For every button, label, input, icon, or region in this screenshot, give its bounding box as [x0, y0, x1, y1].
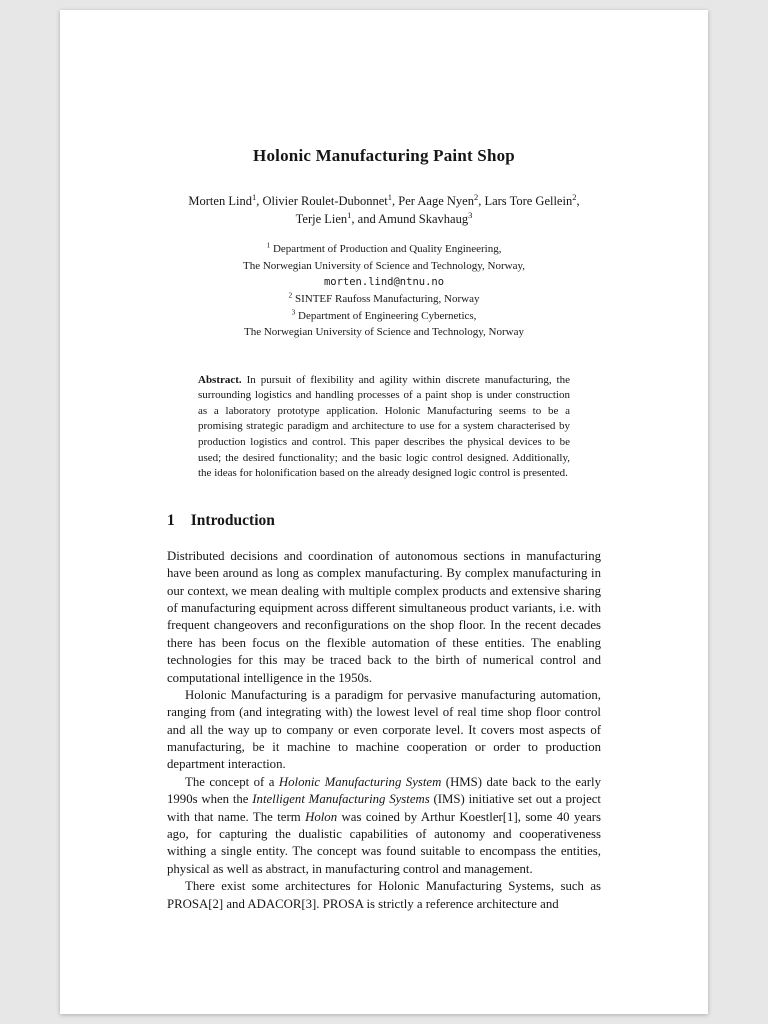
section-title: Introduction — [190, 511, 275, 529]
paragraph: Holonic Manufacturing is a paradigm for pervasive manufacturing automation, ranging from (and integrating with) the lowest level of real time shop floor control and all the way up to company or even corporate level. It covers most aspects of manufacturing, be it machine to machine cooperation or order to production department interaction. — [167, 687, 601, 772]
affiliation-line: $^3$ Department of Engineering Cybernetics, — [291, 306, 477, 322]
section-number: 1 — [167, 511, 175, 529]
paper-title: Holonic Manufacturing Paint Shop — [253, 146, 515, 165]
paper-abstract: Abstract. In pursuit of flexibility and agility within discrete manufacturing, the surrounding logistics and handling processes of a paint shop is under construction as a laboratory prototype application. Holonic Manufacturing seems to be a promising strategic paradigm and architecture to use for a system characterised by production logistics and control. This paper describes the physical devices to be used; the desired functionality; and the basic logic control designed. Additionally, the ideas for holonification based on the already designed logic control is presented. — [198, 373, 570, 480]
affiliation-line: $^1$ Department of Production and Quality Engineering, — [266, 240, 502, 256]
paragraph: The concept of a Holonic Manufacturing System (HMS) date back to the early 1990s when the Intelligent Manufacturing Systems (IMS) initiative set out a project with that name. The term Holon was coined by Arthur Koestler[1], some 40 years ago, for capturing the dualistic capabilities of autonomy and cooperativeness withing a single entity. The concept was found suitable to encompass the entities, physical as well as abstract, in manufacturing control and management. — [167, 774, 602, 876]
author-block — [167, 192, 601, 228]
author-email: morten.lind@ntnu.no — [323, 276, 445, 289]
section-heading — [167, 512, 601, 530]
paragraph: There exist some architectures for Holonic Manufacturing Systems, such as PROSA[2] and ADACOR[3]. PROSA is strictly a reference architecture and — [167, 879, 601, 911]
affiliation-line: The Norwegian University of Science and Technology, Norway, — [243, 259, 525, 272]
author-line-2: Terje Lien$^1$, and Amund Skavhaug$^3$ — [295, 209, 473, 227]
paragraph: Distributed decisions and coordination of autonomous sections in manufacturing have been around as long as complex manufacturing. By complex manufacturing in our context, we mean dealing with multiple complex products and extensive sharing of manufacturing equipment across different simultaneous product variants, i.e. with frequent changeovers and reconfigurations on the shop floor. In the recent decades there has been focus on the flexible automation of these entities. The enabling technologies for this may be traced back to the birth of numerical control and computational intelligence in the 1950s. — [167, 548, 601, 685]
section-body — [167, 548, 601, 913]
author-line-1: Morten Lind$^1$, Olivier Roulet-Dubonnet$^1$, Per Aage Nyen$^2$, Lars Tore Gellein$^2$, — [188, 191, 580, 208]
affiliation-block — [167, 241, 601, 340]
document-page — [60, 10, 708, 1014]
affiliation-line: The Norwegian University of Science and Technology, Norway — [244, 326, 524, 338]
affiliation-line: $^2$ SINTEF Raufoss Manufacturing, Norway — [288, 290, 480, 305]
